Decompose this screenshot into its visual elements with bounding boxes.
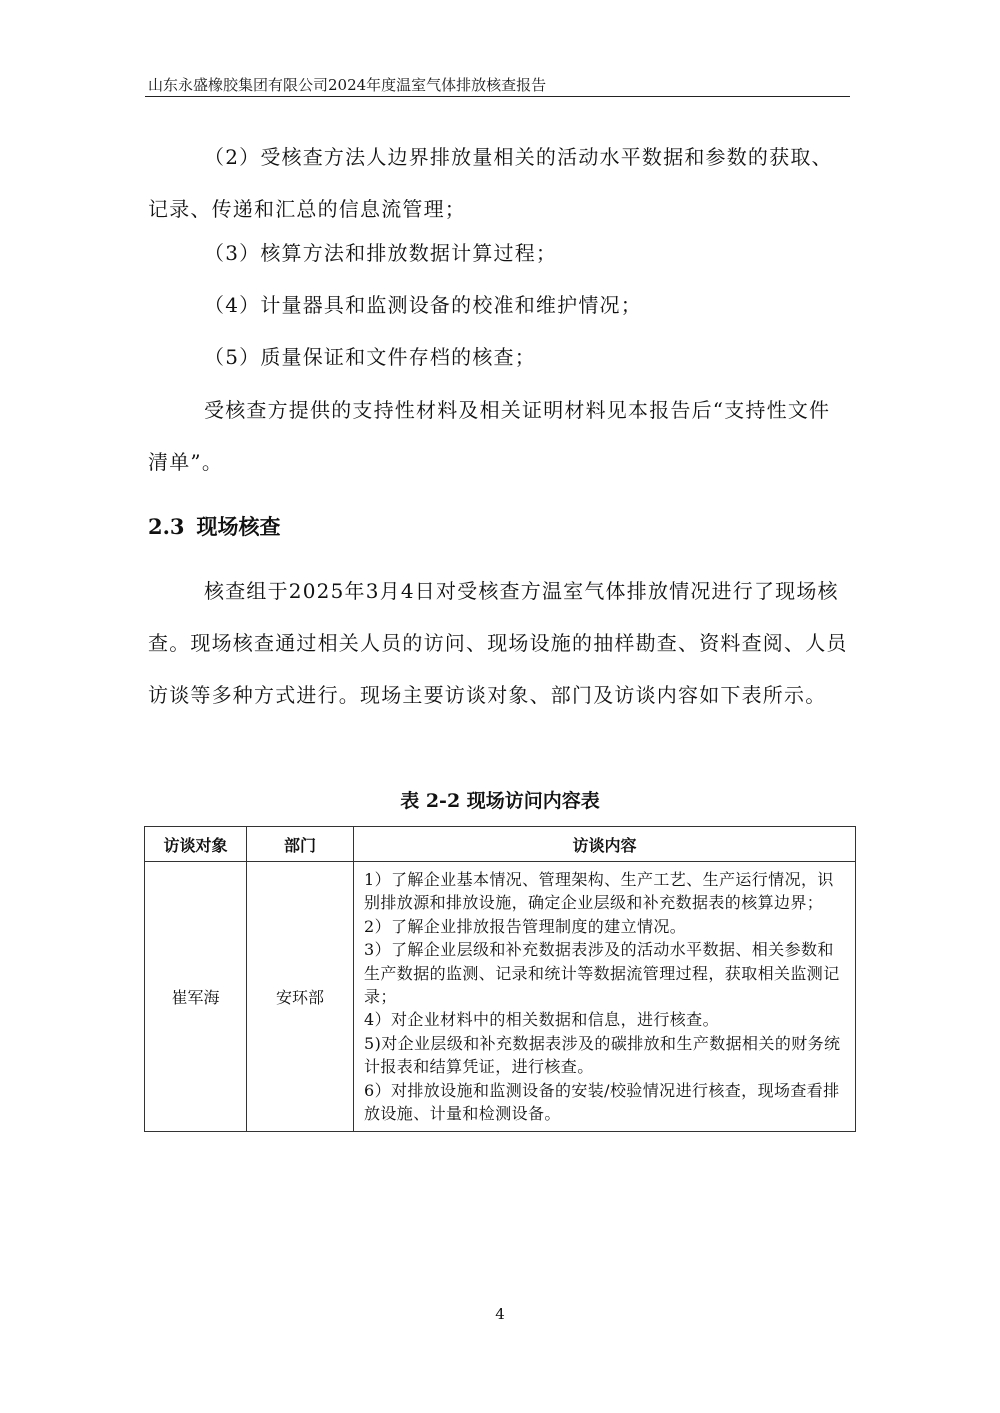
table-header-row [145, 827, 856, 862]
header-rule [145, 96, 850, 97]
column-header-department: 部门 [247, 827, 354, 862]
section-number: 2.3 [148, 514, 185, 539]
content-item: 3）了解企业层级和补充数据表涉及的活动水平数据、相关参数和生产数据的监测、记录和统计等数据流管理过程，获取相关监测记录； [364, 940, 840, 1007]
content-item: 6）对排放设施和监测设备的安装/校验情况进行核查，现场查看排放设施、计量和检测设备。 [364, 1080, 840, 1124]
content-item: 4）对企业材料中的相关数据和信息，进行核查。 [364, 1010, 719, 1030]
list-item-4: （4）计量器具和监测设备的校准和维护情况； [204, 293, 642, 317]
content-item: 2）了解企业排放报告管理制度的建立情况。 [364, 916, 687, 936]
interview-table [144, 826, 856, 1132]
table-row [145, 862, 856, 1132]
section-heading [148, 512, 281, 542]
section-paragraph: 核查组于2025年3月4日对受核查方温室气体排放情况进行了现场核查。现场核查通过相关人员的访问、现场设施的抽样勘查、资料查阅、人员访谈等多种方式进行。现场主要访谈对象、部门及访谈内容如下表所示。 [148, 579, 848, 707]
page-number: 4 [495, 1305, 505, 1323]
content-item: 5)对企业层级和补充数据表涉及的碳排放和生产数据相关的财务统计报表和结算凭证，进行核查。 [364, 1033, 841, 1077]
list-item-3: （3）核算方法和排放数据计算过程； [204, 241, 558, 265]
table-caption: 表 2-2 现场访问内容表 [400, 790, 600, 812]
content-cell [354, 862, 856, 1132]
list-item-2: （2）受核查方法人边界排放量相关的活动水平数据和参数的获取、记录、传递和汇总的信息流管理； [148, 145, 833, 221]
support-note: 受核查方提供的支持性材料及相关证明材料见本报告后“支持性文件清单”。 [148, 398, 831, 474]
list-item-5: （5）质量保证和文件存档的核查； [204, 345, 536, 369]
person-cell: 崔军海 [145, 862, 247, 1132]
column-header-content: 访谈内容 [354, 827, 856, 862]
department-cell: 安环部 [247, 862, 354, 1132]
section-title: 现场核查 [196, 514, 281, 539]
page-header: 山东永盛橡胶集团有限公司2024年度温室气体排放核查报告 [148, 76, 547, 94]
content-item: 1）了解企业基本情况、管理架构、生产工艺、生产运行情况，识别排放源和排放设施，确定企业层级和补充数据表的核算边界； [364, 870, 834, 913]
column-header-person: 访谈对象 [145, 827, 247, 862]
